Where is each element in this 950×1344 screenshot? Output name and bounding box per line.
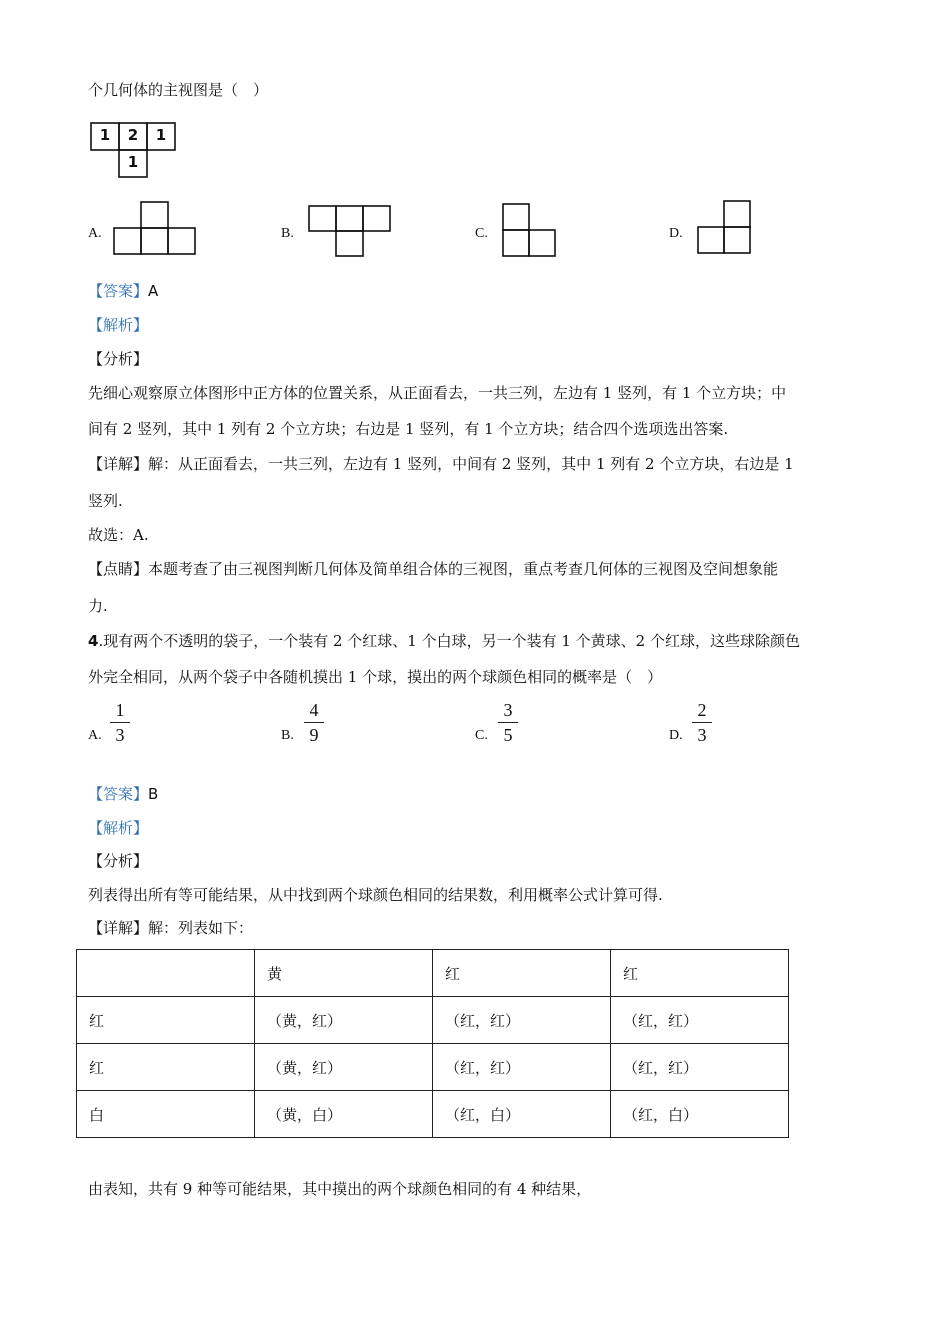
table-cell: （黄，白） <box>255 1091 433 1138</box>
q4-answer-line <box>88 784 158 804</box>
option-b-label: B. <box>281 728 294 743</box>
choice-line: 故选：A. <box>88 526 149 544</box>
numerator: 1 <box>115 700 125 720</box>
table-cell: 红 <box>77 1044 255 1091</box>
q4-question-text: .现有两个不透明的袋子，一个装有 2 个红球、1 个白球，另一个装有 1 个黄球、2 个红球，这些球除颜色 <box>98 632 800 650</box>
table-cell: （红，红） <box>433 997 611 1044</box>
option-a-label: A. <box>88 226 102 241</box>
detail-line <box>88 454 794 474</box>
q3-answer-line <box>88 281 158 301</box>
top-view-count: 1 <box>127 153 139 171</box>
conclusion-line: 由表知，共有 9 种等可能结果，其中摸出的两个球颜色相同的有 4 种结果， <box>88 1180 592 1198</box>
table-cell: （红，白） <box>611 1091 789 1138</box>
fenxi-line: 列表得出所有等可能结果，从中找到两个球颜色相同的结果数，利用概率公式计算可得. <box>88 886 663 904</box>
option-a-fraction <box>110 700 130 745</box>
answer-tag: 【答案】 <box>88 785 149 803</box>
dianjing-line: 力. <box>88 597 108 615</box>
option-a-label: A. <box>88 728 102 743</box>
q3-intro: 个几何体的主视图是（ ） <box>88 81 269 99</box>
option-c-label: C. <box>475 728 488 743</box>
denominator: 3 <box>115 725 125 745</box>
table-row <box>77 1044 789 1091</box>
detail-line <box>88 918 253 938</box>
detail-line: 竖列. <box>88 492 123 510</box>
table-header-cell: 红 <box>433 950 611 997</box>
outcome-table <box>76 949 789 1138</box>
option-b-figure <box>308 205 392 260</box>
q4-question-line <box>88 631 800 651</box>
table-cell: 白 <box>77 1091 255 1138</box>
answer-value: B <box>148 785 159 803</box>
option-b-label: B. <box>281 226 294 241</box>
denominator: 3 <box>697 725 707 745</box>
denominator: 5 <box>503 725 513 745</box>
table-header-cell <box>77 950 255 997</box>
fenxi-line: 间有 2 竖列，其中 1 列有 2 个立方块；右边是 1 竖列，有 1 个立方块；结合四个选项选出答案. <box>88 420 729 438</box>
q4-question-line: 外完全相同，从两个袋子中各随机摸出 1 个球，摸出的两个球颜色相同的概率是（ ） <box>88 668 663 686</box>
top-view-count: 1 <box>99 126 111 144</box>
fenxi-line: 先细心观察原立体图形中正方体的位置关系，从正面看去，一共三列，左边有 1 竖列，有 1 个立方块；中 <box>88 384 787 402</box>
table-header-cell: 红 <box>611 950 789 997</box>
fenxi-tag: 【分析】 <box>88 350 149 368</box>
table-header-cell: 黄 <box>255 950 433 997</box>
dianjing-tag: 【点睛】 <box>88 560 149 578</box>
top-view-count: 2 <box>127 126 139 144</box>
option-d-figure <box>697 200 753 255</box>
option-a-figure <box>113 201 197 256</box>
answer-value: A <box>148 282 159 300</box>
option-d-fraction <box>692 700 712 745</box>
analysis-tag: 【解析】 <box>88 316 149 334</box>
option-c-label: C. <box>475 226 488 241</box>
table-cell: （红，红） <box>433 1044 611 1091</box>
numerator: 4 <box>309 700 319 720</box>
top-view-count: 1 <box>155 126 167 144</box>
detail-text: 解：列表如下： <box>148 919 254 937</box>
option-b-fraction <box>304 700 324 745</box>
table-cell: （黄，红） <box>255 997 433 1044</box>
table-header-row <box>77 950 789 997</box>
table-cell: （黄，红） <box>255 1044 433 1091</box>
option-d-label: D. <box>669 226 683 241</box>
table-cell: （红，红） <box>611 1044 789 1091</box>
q4-number: 4 <box>88 632 99 650</box>
table-row <box>77 997 789 1044</box>
dianjing-text: 本题考查了由三视图判断几何体及简单组合体的三视图，重点考查几何体的三视图及空间想象能 <box>148 560 779 578</box>
table-row <box>77 1091 789 1138</box>
analysis-tag: 【解析】 <box>88 819 149 837</box>
table-cell: 红 <box>77 997 255 1044</box>
fenxi-tag: 【分析】 <box>88 852 149 870</box>
detail-tag: 【详解】 <box>88 919 149 937</box>
dianjing-line <box>88 559 778 579</box>
answer-tag: 【答案】 <box>88 282 149 300</box>
table-cell: （红，白） <box>433 1091 611 1138</box>
table-cell: （红，红） <box>611 997 789 1044</box>
detail-tag: 【详解】 <box>88 455 149 473</box>
numerator: 2 <box>697 700 707 720</box>
option-c-figure <box>502 203 558 258</box>
denominator: 9 <box>309 725 319 745</box>
detail-text: 解：从正面看去，一共三列，左边有 1 竖列，中间有 2 竖列，其中 1 列有 2 个立方块，右边是 1 <box>148 455 794 473</box>
numerator: 3 <box>503 700 513 720</box>
option-d-label: D. <box>669 728 683 743</box>
option-c-fraction <box>498 700 518 745</box>
